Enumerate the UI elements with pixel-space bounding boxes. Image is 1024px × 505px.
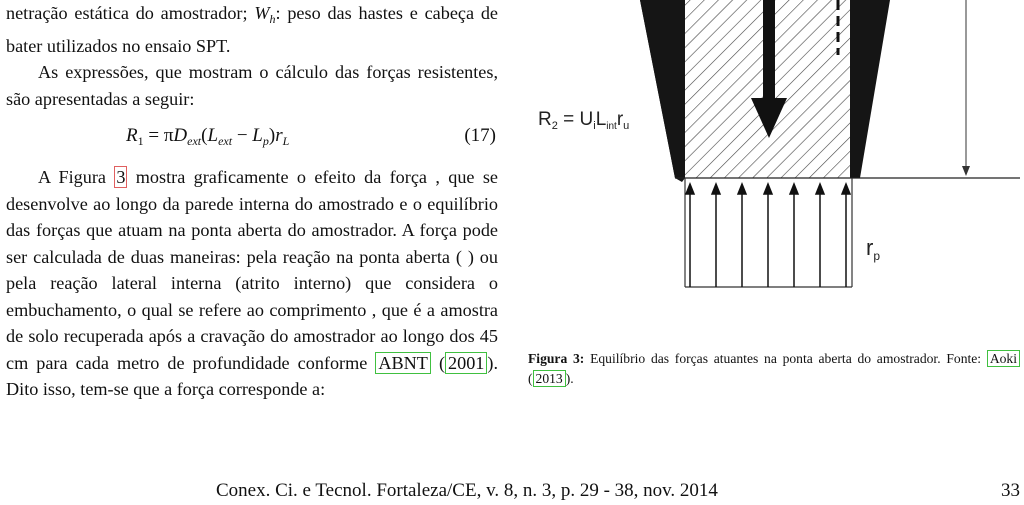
equation-17 — [6, 115, 498, 162]
sampler-wall-right — [850, 0, 890, 178]
page-footer — [0, 480, 1024, 504]
citation-aoki-year-link[interactable]: 2013 — [533, 370, 566, 387]
paragraph-1: netração estática do amostrador; $W_h$: peso das hastes e cabeça de bater utilizados no ensaio SPT. — [6, 3, 498, 56]
reaction-arrows — [686, 184, 850, 287]
equation-body: $R_1 = \pi D_{ext}(L_{ext} - L_p)r_L$ — [126, 125, 290, 148]
var-w: W — [254, 3, 270, 23]
page-number: 33 — [1001, 480, 1020, 501]
equation-number: (17) — [464, 125, 496, 146]
figure-ref-link[interactable]: 3 — [116, 167, 126, 187]
citation-abnt-year-link[interactable]: 2001 — [445, 352, 487, 374]
label-rp: $r_p$ — [866, 235, 881, 263]
load-arrow-shaft — [763, 0, 775, 100]
journal-reference: Conex. Ci. e Tecnol. Fortaleza/CE, v. 8, n. 3, p. 29 - 38, nov. 2014 — [216, 480, 718, 501]
paragraph-3: A Figura 3 mostra graficamente o efeito da força , que se desenvolve ao longo da parede interna do amostrado e o equilíbrio das forças que atuam na ponta aberta do amostrador. A força pode ser calculada de duas maneiras: pela reação na ponta aberta ( ) ou pela reação lateral interna (atrito interno) que considera o embuchamento, o qual se refere ao comprimento , que é a amostra de solo recuperada após a cravação do amostrador ao longo dos 45 cm para cada metro de profundidade conforme ABNT ( 2001 ). Dito isso, tem-se que a força corresponde a: — [6, 167, 498, 399]
label-r2: $R_2 = U_iL_{int}r_u$ — [538, 109, 630, 132]
figure-caption: Figura 3: Equilíbrio das forças atuantes na ponta aberta do amostrador. Fonte: Aoki ( 2013 ). — [528, 349, 1020, 389]
citation-abnt-link[interactable]: ABNT — [375, 352, 431, 374]
left-column — [6, 0, 498, 403]
paragraph-2: As expressões, que mostram o cálculo das forças resistentes, são apresentadas a seguir: — [6, 62, 498, 109]
caption-label: Figura 3: — [528, 351, 585, 366]
sampler-force-figure — [520, 0, 1020, 310]
citation-aoki-link[interactable]: Aoki — [987, 350, 1020, 367]
